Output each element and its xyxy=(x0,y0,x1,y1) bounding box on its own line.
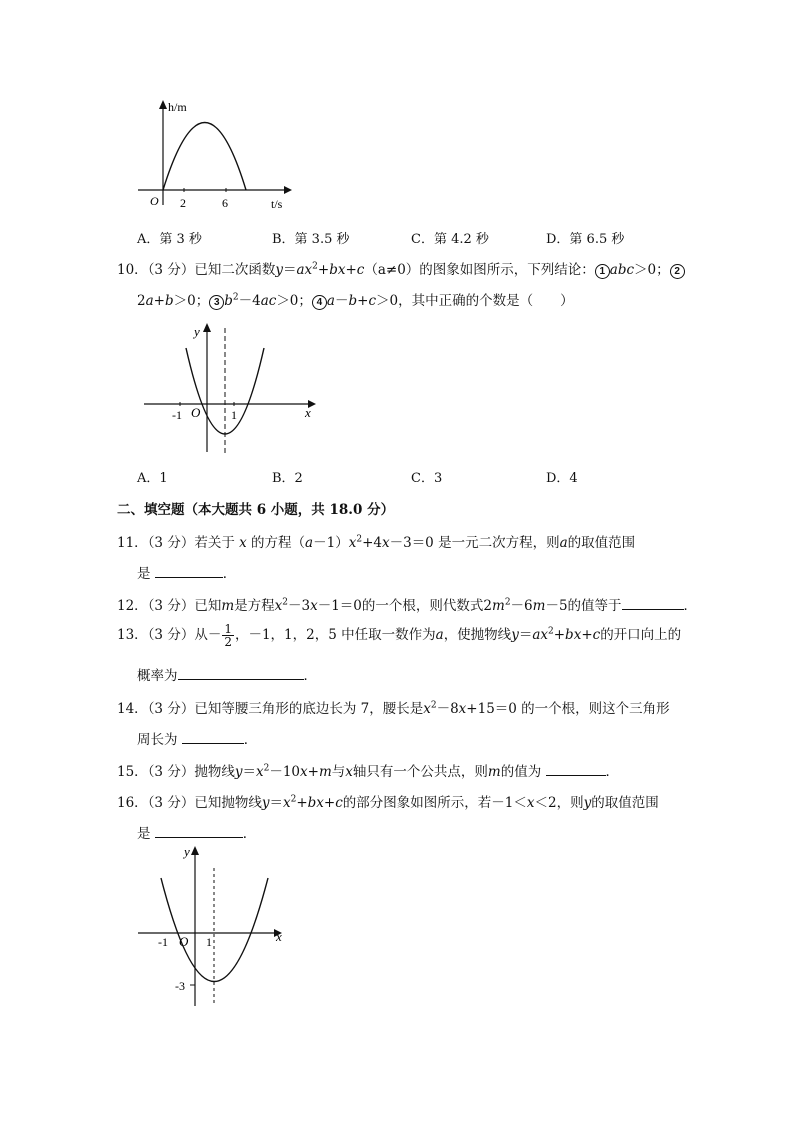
fraction-one-half: $\frac{1}{2}$ xyxy=(224,622,232,649)
x-axis-arrow xyxy=(284,186,292,194)
q11-line2: 是 ． xyxy=(137,566,237,582)
q16-line2: 是 ． xyxy=(137,826,257,842)
q9-option-b: B．第 3.5 秒 xyxy=(272,232,350,247)
origin-label: O xyxy=(150,194,159,208)
q10-option-a: A．1 xyxy=(137,471,168,486)
answer-blank[interactable] xyxy=(155,825,243,838)
origin-label: O xyxy=(191,405,201,420)
y-axis-label: y xyxy=(194,324,200,339)
q11-line1: 11．（3 分）若关于 x 的方程$(a-1)x^2+4x-3=0$ 是一元二次方程，则a的取值范围 xyxy=(117,534,636,551)
y-axis-arrow xyxy=(203,323,211,332)
tick-label-minus1: -1 xyxy=(158,935,168,949)
q16-parabola-graph xyxy=(130,840,300,1010)
tick-label-6: 6 xyxy=(222,196,228,210)
parabola-curve xyxy=(163,123,246,191)
x-axis-label: x xyxy=(305,405,311,420)
q13-line2: 概率为 ． xyxy=(137,668,317,684)
projectile-graph xyxy=(132,95,302,215)
q10-parabola-graph xyxy=(138,318,323,458)
tick-label-minus1: -1 xyxy=(172,408,182,422)
q9-option-c: C．第 4.2 秒 xyxy=(411,232,489,247)
answer-blank[interactable] xyxy=(622,597,684,610)
answer-blank[interactable] xyxy=(155,565,223,578)
q10-option-c: C．3 xyxy=(411,471,443,486)
q9-option-d: D．第 6.5 秒 xyxy=(546,232,625,247)
q9-option-a: A．第 3 秒 xyxy=(137,232,202,247)
y-axis-label: h/m xyxy=(168,100,187,114)
q15-line: 15．（3 分）抛物线$y=x^2-10x+m$与x轴只有一个公共点，则m的值为 ． xyxy=(117,763,619,780)
q10-line1: 10．（3 分）已知二次函数$y=ax^2+bx+c(a\ne 0)$的图象如图所示，下列结论： 1 abc＞0； 2 xyxy=(117,258,685,279)
q12-line: 12．（3 分）已知m是方程$x^2-3x-1=0$的一个根，则代数式$2m^2-6m-5$的值等于 ． xyxy=(117,597,698,614)
y-axis-arrow xyxy=(159,100,167,109)
origin-label: O xyxy=(179,934,189,949)
q16-line1: 16．（3 分）已知抛物线$y=x^2+bx+c$的部分图象如图所示，若－1＜x＜2，则y的取值范围 xyxy=(117,794,659,811)
q13-line1: 13．（3 分）从－ $\frac{1}{2}$ ，－1，1，2，5 中任取一数作为a，使抛物线$y=ax^2+bx+c$的开口向上的 xyxy=(117,622,682,649)
q14-line2: 周长为 ． xyxy=(137,732,258,748)
q10-option-b: B．2 xyxy=(272,471,303,486)
tick-label-1: 1 xyxy=(231,408,237,422)
x-axis-label: x xyxy=(276,929,282,944)
x-axis-label: t/s xyxy=(271,197,283,211)
q14-line1: 14．（3 分）已知等腰三角形的底边长为 7，腰长是$x^2-8x+15=0$ 的一个根，则这个三角形 xyxy=(117,700,670,717)
tick-label-2: 2 xyxy=(180,196,186,210)
q10-line2: 2a+b＞0； 3 $b^2-4ac>0$； 4 a－b+c＞0，其中正确的个数是（ ） xyxy=(137,292,574,309)
answer-blank[interactable] xyxy=(178,667,304,680)
q10-option-d: D．4 xyxy=(546,471,578,486)
section2-title: 二、填空题（本大题共 6 小题，共 18.0 分） xyxy=(117,502,395,518)
tick-label-1: 1 xyxy=(206,935,212,949)
answer-blank[interactable] xyxy=(546,763,606,776)
y-axis-label: y xyxy=(184,844,190,859)
tick-label-minus3: -3 xyxy=(175,979,185,993)
y-axis-arrow xyxy=(191,846,199,855)
answer-blank[interactable] xyxy=(182,731,244,744)
